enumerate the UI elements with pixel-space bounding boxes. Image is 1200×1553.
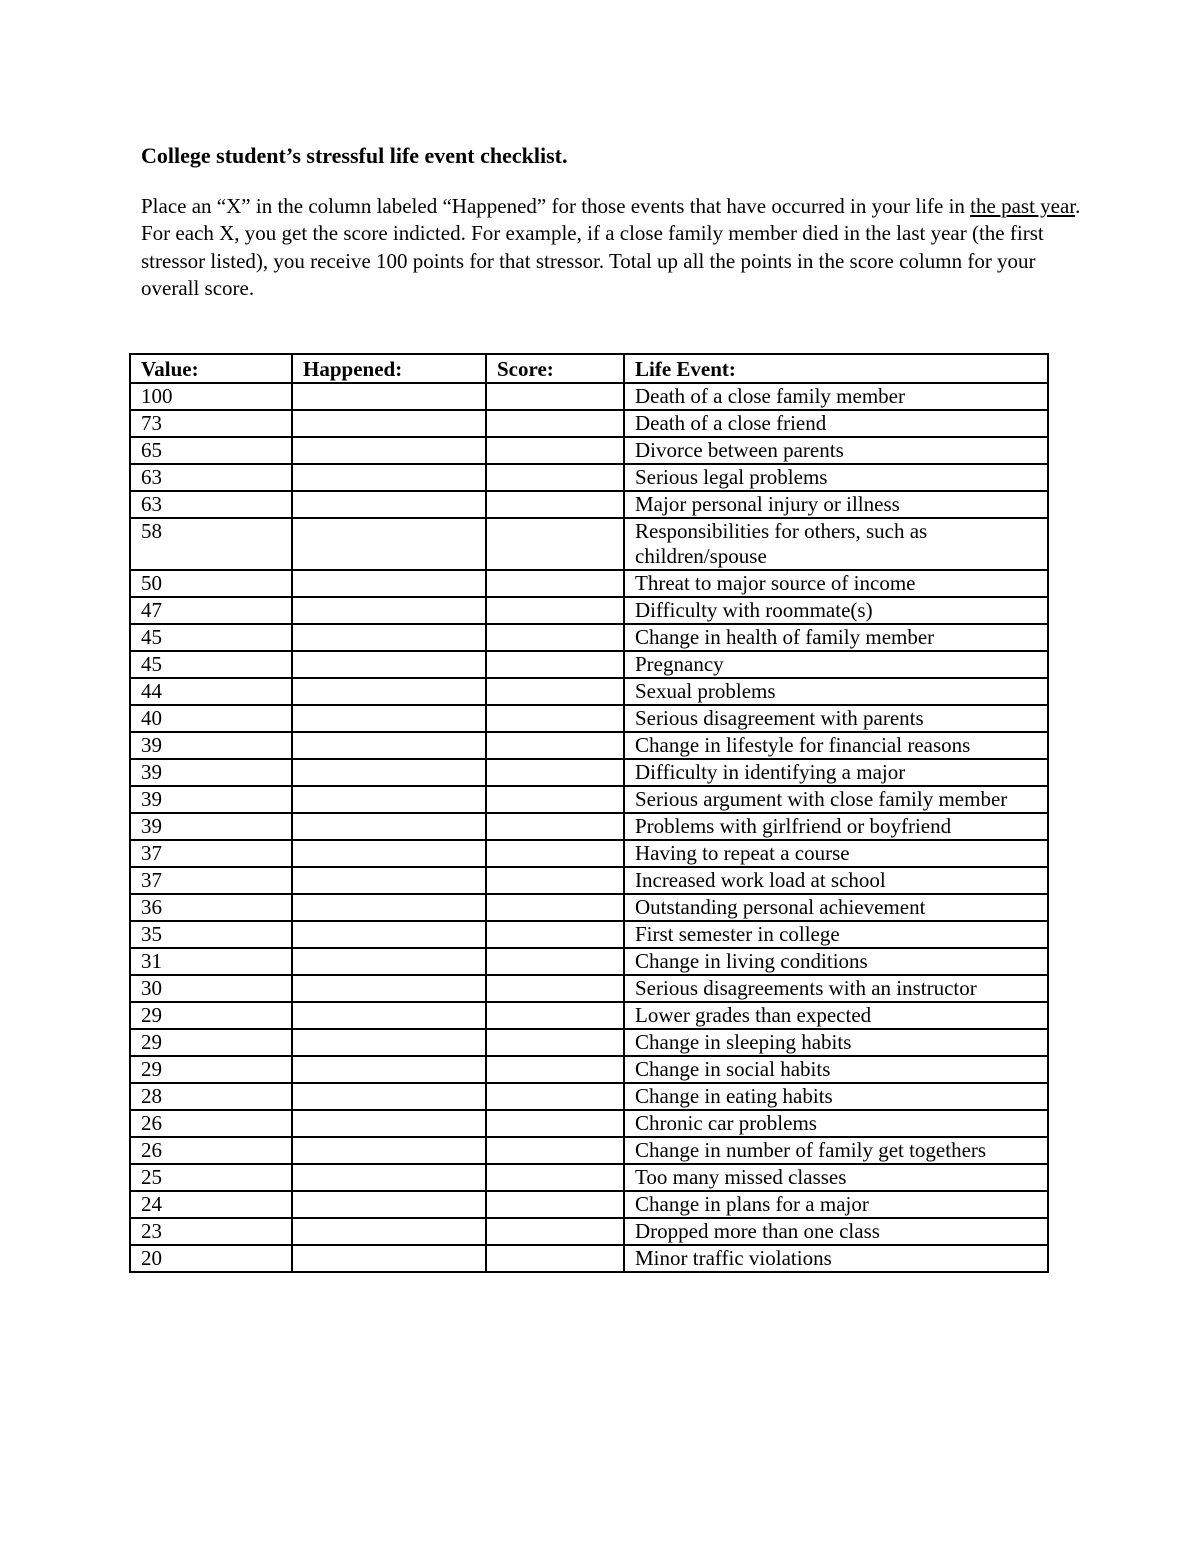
happened-cell[interactable] (292, 383, 486, 410)
instructions-underlined-text: the past year (970, 194, 1076, 218)
happened-cell[interactable] (292, 786, 486, 813)
table-row (130, 948, 1048, 975)
life-event-cell: Death of a close family member (624, 383, 1048, 410)
life-event-checklist-table (129, 353, 1049, 1273)
happened-cell[interactable] (292, 894, 486, 921)
score-cell[interactable] (486, 759, 624, 786)
value-cell: 39 (130, 786, 292, 813)
life-event-cell: Major personal injury or illness (624, 491, 1048, 518)
score-cell[interactable] (486, 867, 624, 894)
life-event-cell: Change in lifestyle for financial reasons (624, 732, 1048, 759)
table-row (130, 1002, 1048, 1029)
value-cell: 30 (130, 975, 292, 1002)
header-value: Value: (130, 354, 292, 383)
score-cell[interactable] (486, 1029, 624, 1056)
life-event-cell: Increased work load at school (624, 867, 1048, 894)
value-cell: 26 (130, 1110, 292, 1137)
life-event-cell: Change in sleeping habits (624, 1029, 1048, 1056)
happened-cell[interactable] (292, 1164, 486, 1191)
value-cell: 63 (130, 491, 292, 518)
value-cell: 29 (130, 1002, 292, 1029)
table-row (130, 813, 1048, 840)
value-cell: 29 (130, 1056, 292, 1083)
life-event-cell: Change in plans for a major (624, 1191, 1048, 1218)
happened-cell[interactable] (292, 1245, 486, 1272)
instructions-text-part1: Place an “X” in the column labeled “Happened” for those events that have occurred in your life in (141, 194, 971, 218)
happened-cell[interactable] (292, 1137, 486, 1164)
life-event-cell: Pregnancy (624, 651, 1048, 678)
value-cell: 73 (130, 410, 292, 437)
life-event-cell: Sexual problems (624, 678, 1048, 705)
score-cell[interactable] (486, 1083, 624, 1110)
score-cell[interactable] (486, 732, 624, 759)
happened-cell[interactable] (292, 813, 486, 840)
happened-cell[interactable] (292, 867, 486, 894)
score-cell[interactable] (486, 1056, 624, 1083)
table-row (130, 1137, 1048, 1164)
score-cell[interactable] (486, 813, 624, 840)
value-cell: 39 (130, 732, 292, 759)
life-event-cell: Serious disagreements with an instructor (624, 975, 1048, 1002)
table-row (130, 1083, 1048, 1110)
life-event-cell: Chronic car problems (624, 1110, 1048, 1137)
score-cell[interactable] (486, 1218, 624, 1245)
life-event-cell: Too many missed classes (624, 1164, 1048, 1191)
life-event-cell: Change in social habits (624, 1056, 1048, 1083)
table-row (130, 894, 1048, 921)
table-header-row (130, 354, 1048, 383)
happened-cell[interactable] (292, 651, 486, 678)
value-cell: 37 (130, 840, 292, 867)
table-row (130, 975, 1048, 1002)
value-cell: 65 (130, 437, 292, 464)
life-event-cell: Difficulty in identifying a major (624, 759, 1048, 786)
life-event-cell: First semester in college (624, 921, 1048, 948)
table-row (130, 410, 1048, 437)
score-cell[interactable] (486, 840, 624, 867)
value-cell: 47 (130, 597, 292, 624)
table-row (130, 840, 1048, 867)
table-row (130, 518, 1048, 570)
score-cell[interactable] (486, 1245, 624, 1272)
value-cell: 24 (130, 1191, 292, 1218)
document-title: College student’s stressful life event checklist. (141, 143, 568, 168)
value-cell: 100 (130, 383, 292, 410)
life-event-cell: Serious legal problems (624, 464, 1048, 491)
table-row (130, 921, 1048, 948)
table-row (130, 1029, 1048, 1056)
value-cell: 29 (130, 1029, 292, 1056)
life-event-cell: Outstanding personal achievement (624, 894, 1048, 921)
header-life-event: Life Event: (624, 354, 1048, 383)
value-cell: 36 (130, 894, 292, 921)
table-row (130, 570, 1048, 597)
table-row (130, 1056, 1048, 1083)
instructions-text-part2: . For each X, you get the score indicted. For example, if a close family member died in the last year (the first stressor listed), you receive 100 points for that stressor. Total up all the points in the score column for your overall score. (141, 194, 1081, 300)
table-row (130, 705, 1048, 732)
value-cell: 20 (130, 1245, 292, 1272)
life-event-cell: Minor traffic violations (624, 1245, 1048, 1272)
happened-cell[interactable] (292, 1002, 486, 1029)
value-cell: 28 (130, 1083, 292, 1110)
happened-cell[interactable] (292, 948, 486, 975)
life-event-cell: Death of a close friend (624, 410, 1048, 437)
table-row (130, 651, 1048, 678)
score-cell[interactable] (486, 1191, 624, 1218)
value-cell: 39 (130, 813, 292, 840)
value-cell: 31 (130, 948, 292, 975)
table-row (130, 786, 1048, 813)
happened-cell[interactable] (292, 759, 486, 786)
value-cell: 40 (130, 705, 292, 732)
happened-cell[interactable] (292, 464, 486, 491)
table-row (130, 1245, 1048, 1272)
table-row (130, 624, 1048, 651)
score-cell[interactable] (486, 678, 624, 705)
life-event-cell: Serious disagreement with parents (624, 705, 1048, 732)
value-cell: 50 (130, 570, 292, 597)
score-cell[interactable] (486, 624, 624, 651)
happened-cell[interactable] (292, 975, 486, 1002)
value-cell: 58 (130, 518, 292, 570)
happened-cell[interactable] (292, 1218, 486, 1245)
score-cell[interactable] (486, 383, 624, 410)
header-score: Score: (486, 354, 624, 383)
happened-cell[interactable] (292, 705, 486, 732)
happened-cell[interactable] (292, 678, 486, 705)
life-event-cell: Change in living conditions (624, 948, 1048, 975)
life-event-cell: Lower grades than expected (624, 1002, 1048, 1029)
score-cell[interactable] (486, 410, 624, 437)
score-cell[interactable] (486, 1110, 624, 1137)
score-cell[interactable] (486, 921, 624, 948)
value-cell: 23 (130, 1218, 292, 1245)
table-row (130, 732, 1048, 759)
life-event-cell: Responsibilities for others, such as children/spouse (624, 518, 1048, 570)
value-cell: 39 (130, 759, 292, 786)
table-row (130, 464, 1048, 491)
value-cell: 26 (130, 1137, 292, 1164)
life-event-cell: Serious argument with close family member (624, 786, 1048, 813)
life-event-cell: Difficulty with roommate(s) (624, 597, 1048, 624)
value-cell: 25 (130, 1164, 292, 1191)
score-cell[interactable] (486, 464, 624, 491)
table-row (130, 1191, 1048, 1218)
life-event-cell: Change in number of family get togethers (624, 1137, 1048, 1164)
score-cell[interactable] (486, 651, 624, 678)
value-cell: 45 (130, 624, 292, 651)
score-cell[interactable] (486, 948, 624, 975)
happened-cell[interactable] (292, 1191, 486, 1218)
happened-cell[interactable] (292, 437, 486, 464)
table-row (130, 867, 1048, 894)
happened-cell[interactable] (292, 1029, 486, 1056)
score-cell[interactable] (486, 1002, 624, 1029)
table-row (130, 491, 1048, 518)
score-cell[interactable] (486, 1137, 624, 1164)
header-happened: Happened: (292, 354, 486, 383)
table-row (130, 678, 1048, 705)
score-cell[interactable] (486, 518, 624, 570)
score-cell[interactable] (486, 786, 624, 813)
value-cell: 45 (130, 651, 292, 678)
table-row (130, 1218, 1048, 1245)
table-row (130, 1110, 1048, 1137)
happened-cell[interactable] (292, 624, 486, 651)
table-body (130, 383, 1048, 1272)
score-cell[interactable] (486, 705, 624, 732)
instructions-paragraph (141, 193, 1081, 302)
score-cell[interactable] (486, 570, 624, 597)
happened-cell[interactable] (292, 491, 486, 518)
score-cell[interactable] (486, 894, 624, 921)
happened-cell[interactable] (292, 597, 486, 624)
happened-cell[interactable] (292, 518, 486, 570)
happened-cell[interactable] (292, 570, 486, 597)
life-event-cell: Having to repeat a course (624, 840, 1048, 867)
happened-cell[interactable] (292, 1110, 486, 1137)
value-cell: 44 (130, 678, 292, 705)
happened-cell[interactable] (292, 732, 486, 759)
score-cell[interactable] (486, 1164, 624, 1191)
score-cell[interactable] (486, 437, 624, 464)
life-event-cell: Change in eating habits (624, 1083, 1048, 1110)
table-row (130, 383, 1048, 410)
score-cell[interactable] (486, 975, 624, 1002)
value-cell: 63 (130, 464, 292, 491)
table-row (130, 759, 1048, 786)
happened-cell[interactable] (292, 840, 486, 867)
happened-cell[interactable] (292, 1083, 486, 1110)
score-cell[interactable] (486, 491, 624, 518)
happened-cell[interactable] (292, 1056, 486, 1083)
life-event-cell: Divorce between parents (624, 437, 1048, 464)
table-row (130, 437, 1048, 464)
life-event-cell: Change in health of family member (624, 624, 1048, 651)
table-row (130, 597, 1048, 624)
value-cell: 35 (130, 921, 292, 948)
life-event-cell: Dropped more than one class (624, 1218, 1048, 1245)
happened-cell[interactable] (292, 921, 486, 948)
score-cell[interactable] (486, 597, 624, 624)
life-event-cell: Threat to major source of income (624, 570, 1048, 597)
value-cell: 37 (130, 867, 292, 894)
happened-cell[interactable] (292, 410, 486, 437)
life-event-cell: Problems with girlfriend or boyfriend (624, 813, 1048, 840)
table-row (130, 1164, 1048, 1191)
